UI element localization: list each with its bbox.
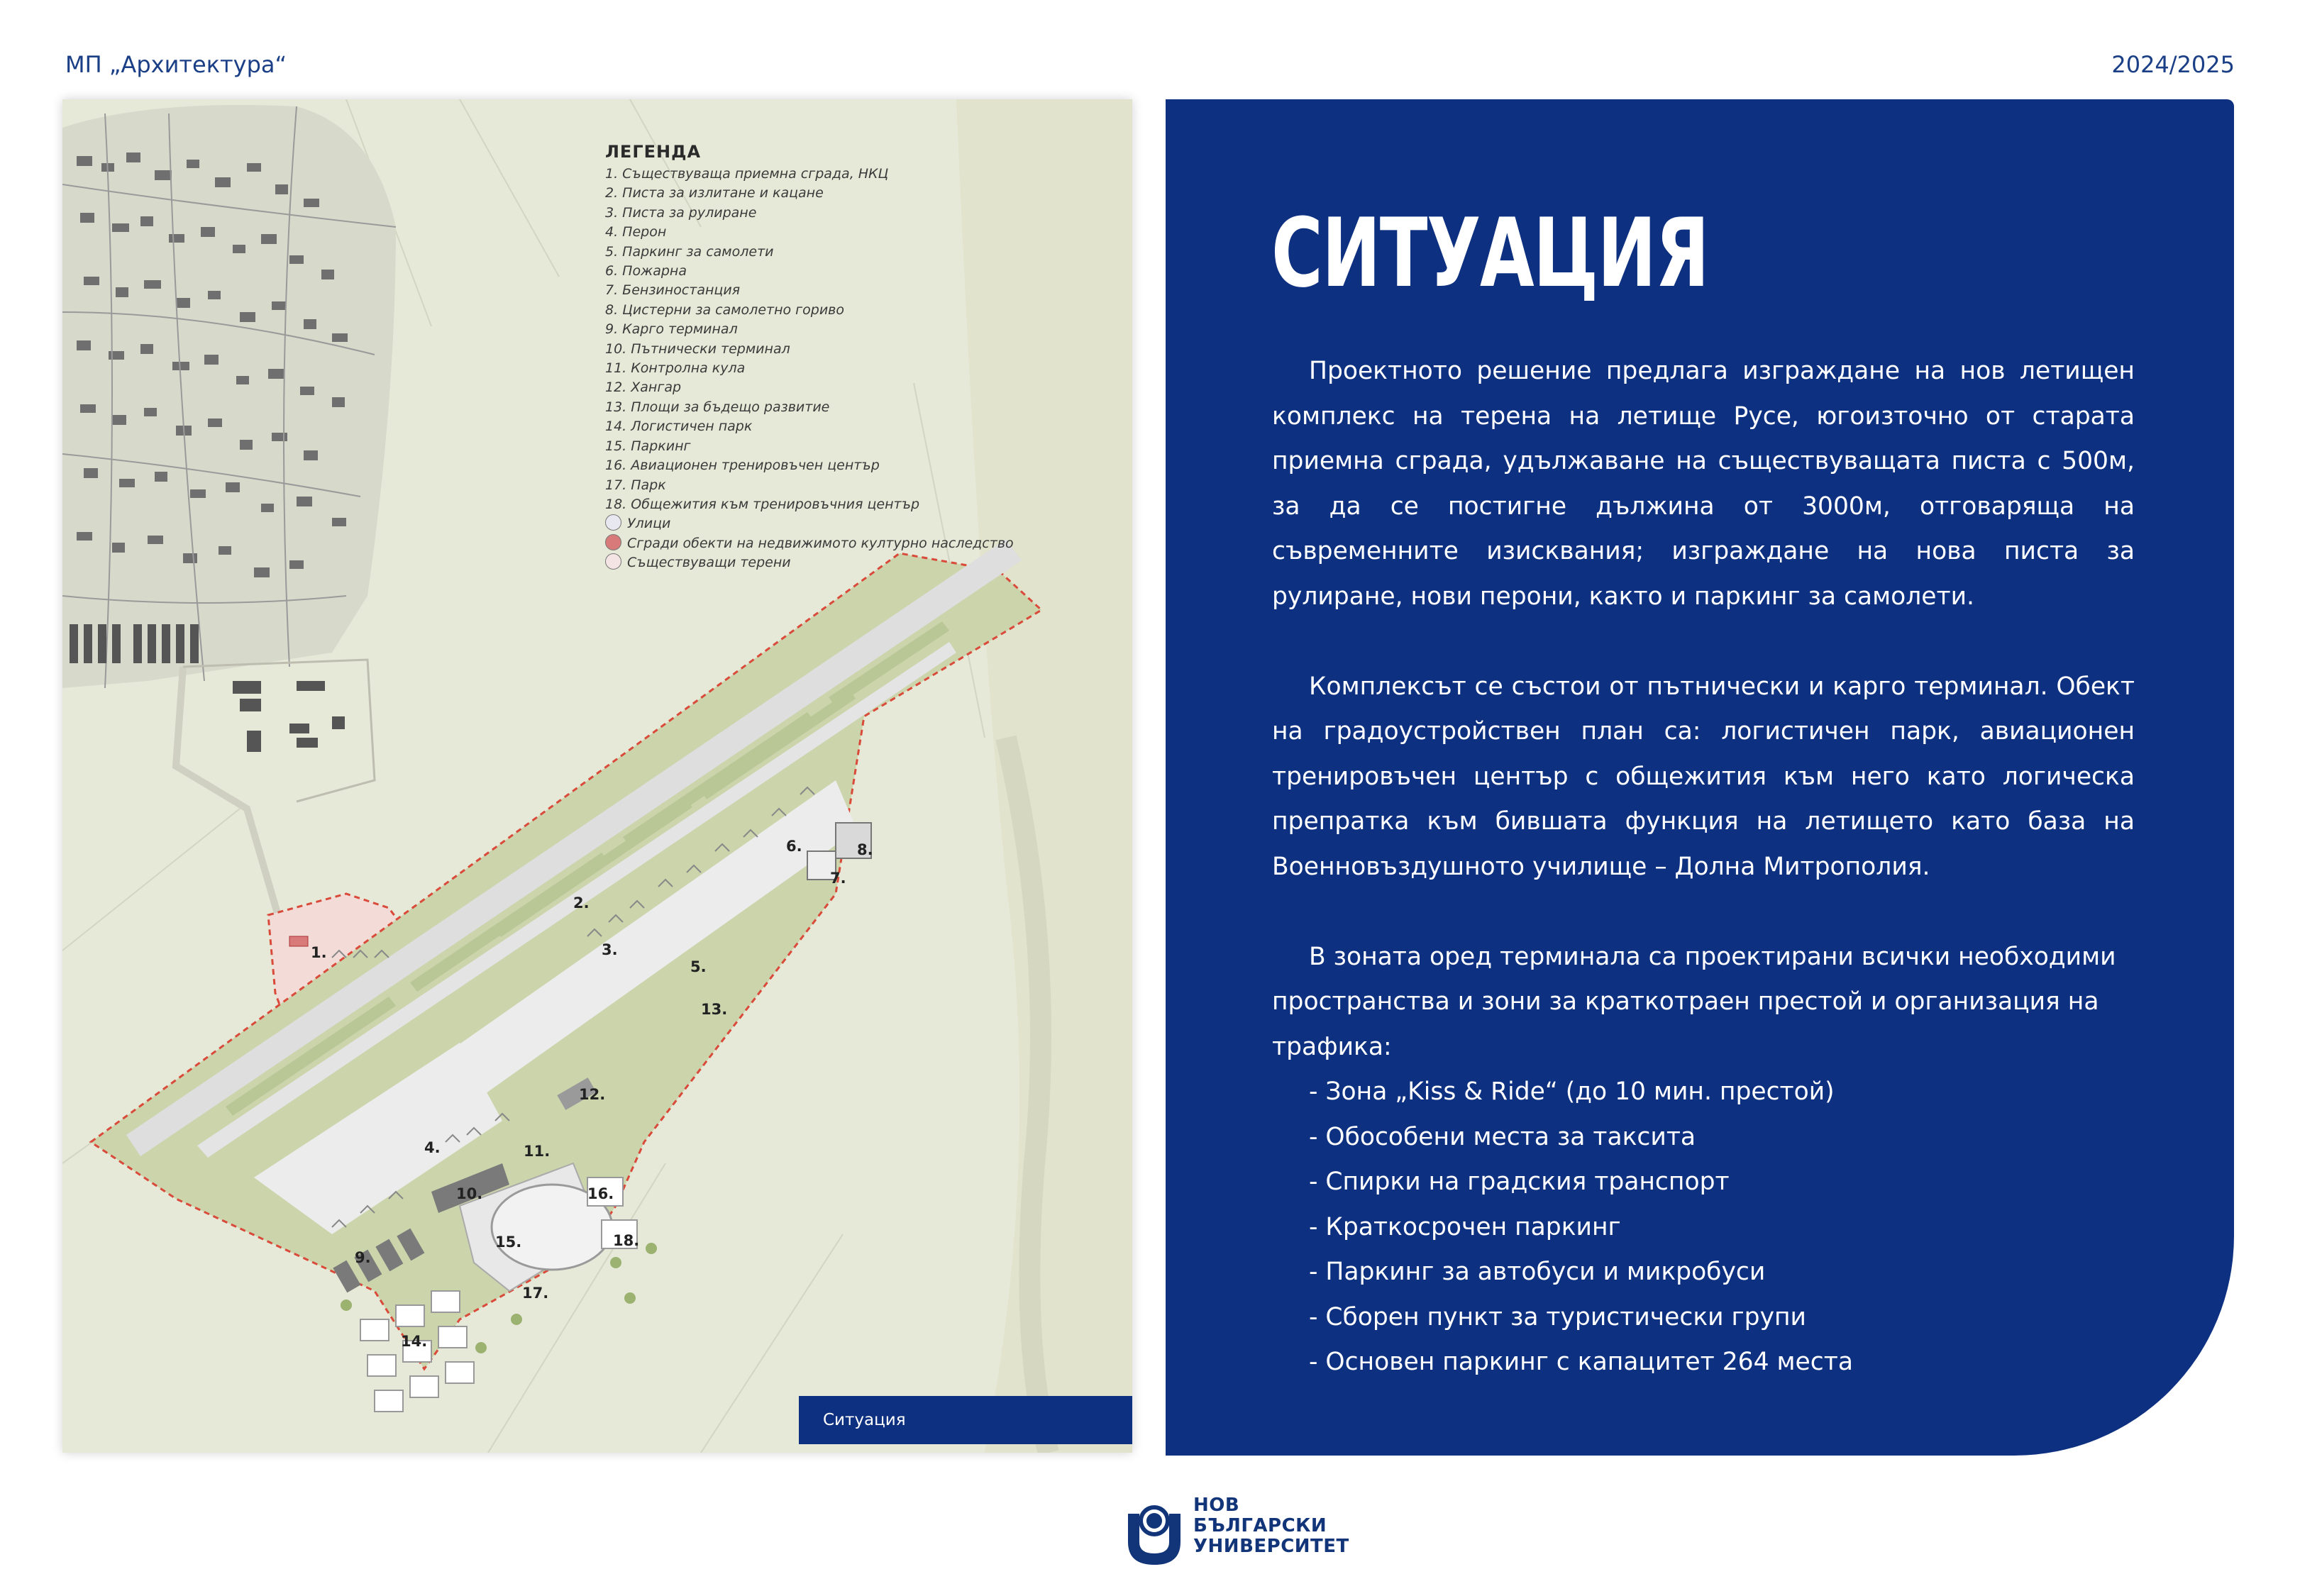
map-label-8: 8. [857, 841, 873, 858]
logo-wordmark [1193, 1495, 1349, 1557]
legend-item: 2. Писта за излитане и кацане [605, 185, 824, 201]
legend-item: 9. Карго терминал [605, 321, 738, 338]
map-label-1: 1. [311, 944, 327, 961]
list-item: - Обособени места за таксита [1309, 1122, 1696, 1151]
legend-swatch-icon [605, 514, 621, 531]
legend-item: 10. Пътнически терминал [605, 340, 790, 357]
map-label-9: 9. [355, 1249, 371, 1266]
map-label-12: 12. [579, 1086, 606, 1103]
legend-swatch-icon [605, 534, 621, 550]
map-label-7: 7. [830, 870, 846, 887]
legend-item: 7. Бензиностанция [605, 282, 741, 299]
list-item: - Спирки на градския транспорт [1309, 1168, 1730, 1196]
map-label-13: 13. [701, 1001, 728, 1018]
legend-item: 3. Писта за рулиране [605, 204, 757, 221]
legend-symbol-label: Улици [627, 516, 671, 532]
legend-item: 13. Площи за бъдещо развитие [605, 399, 830, 415]
logo-line-3: УНИВЕРСИТЕТ [1193, 1536, 1349, 1557]
legend-item: 1. Съществуваща приемна сграда, НКЦ [605, 166, 889, 182]
zones-list [1272, 1070, 2135, 1385]
description-text [1272, 349, 2135, 1385]
legend-item: 15. Паркинг [605, 438, 691, 454]
map-label-16: 16. [587, 1185, 614, 1202]
site-plan-map [62, 99, 1132, 1453]
logo-line-2: БЪЛГАРСКИ [1193, 1515, 1327, 1536]
list-item: - Зона „Kiss & Ride“ (до 10 мин. престой) [1309, 1077, 1835, 1106]
map-label-4: 4. [424, 1139, 441, 1156]
legend-item: 4. Перон [605, 224, 667, 240]
legend-item: 17. Парк [605, 477, 666, 493]
map-label-18: 18. [613, 1232, 640, 1249]
course-title: МП „Архитектура“ [65, 51, 287, 78]
map-label-14: 14. [401, 1333, 428, 1350]
map-label-15: 15. [495, 1234, 522, 1251]
paragraph-project: Проектното решение предлага изграждане на нов летищен комплекс на терена на летище Русе, югоизточно от старата приемна сграда, удължаване на съществуващата писта с 500м, за да се постигне дължина от 3000м, отговаряща на съвременните изисквания; изграждане на нова писта за рулиране, нови перони, както и паркинг за самолети. [1272, 357, 2135, 611]
legend-symbol-label: Сгради обекти на недвижимото културно наследство [627, 535, 1014, 551]
academic-year: 2024/2025 [2111, 51, 2235, 78]
nbu-emblem-icon [1122, 1485, 1186, 1570]
map-label-10: 10. [456, 1185, 483, 1202]
paragraph-zones-intro: В зоната оред терминала са проектирани всички необходими пространства и зони за краткотраен престой и организация на трафика: [1272, 942, 2116, 1061]
list-item: - Основен паркинг с капацитет 264 места [1309, 1348, 1853, 1376]
logo-line-1: НОВ [1193, 1495, 1240, 1516]
description-panel [1166, 99, 2234, 1456]
legend-symbol-item [605, 514, 1102, 533]
map-legend [605, 142, 1102, 573]
map-label-2: 2. [573, 894, 590, 911]
map-label-3: 3. [602, 941, 618, 958]
map-label-5: 5. [690, 958, 707, 975]
list-item: - Паркинг за автобуси и микробуси [1309, 1258, 1766, 1286]
legend-symbols [605, 514, 1102, 572]
map-caption: Ситуация [799, 1396, 1132, 1444]
paragraph-complex: Комплексът се състои от пътнически и карго терминал. Обект на градоустройствен план са: логистичен парк, авиационен тренировъчен център с общежития към него като логическа препратка към бившата функция на летището като база на Военновъздушното училище – Долна Митрополия. [1272, 672, 2135, 881]
legend-title: ЛЕГЕНДА [605, 142, 702, 162]
list-item: - Сборен пункт за туристически групи [1309, 1302, 1806, 1331]
map-label-6: 6. [786, 838, 802, 855]
legend-swatch-icon [605, 553, 621, 570]
legend-item: 8. Цистерни за самолетно гориво [605, 301, 844, 318]
section-title: СИТУАЦИЯ [1271, 198, 1709, 309]
map-label-11: 11. [524, 1143, 551, 1160]
legend-symbol-item [605, 534, 1102, 553]
legend-item: 11. Контролна кула [605, 360, 746, 377]
legend-item: 18. Общежития към тренировъчния център [605, 496, 920, 512]
heritage-building [289, 936, 308, 946]
legend-item: 14. Логистичен парк [605, 419, 753, 435]
legend-item: 16. Авиационен тренировъчен център [605, 458, 880, 474]
legend-item: 12. Хангар [605, 379, 682, 396]
legend-symbol-item [605, 553, 1102, 572]
legend-symbol-label: Съществуващи терени [627, 555, 791, 571]
map-label-17: 17. [522, 1285, 549, 1302]
legend-item: 5. Паркинг за самолети [605, 243, 774, 260]
university-logo [1122, 1485, 1364, 1570]
legend-item: 6. Пожарна [605, 263, 687, 279]
legend-list [605, 165, 1102, 514]
list-item: - Краткосрочен паркинг [1309, 1212, 1621, 1241]
